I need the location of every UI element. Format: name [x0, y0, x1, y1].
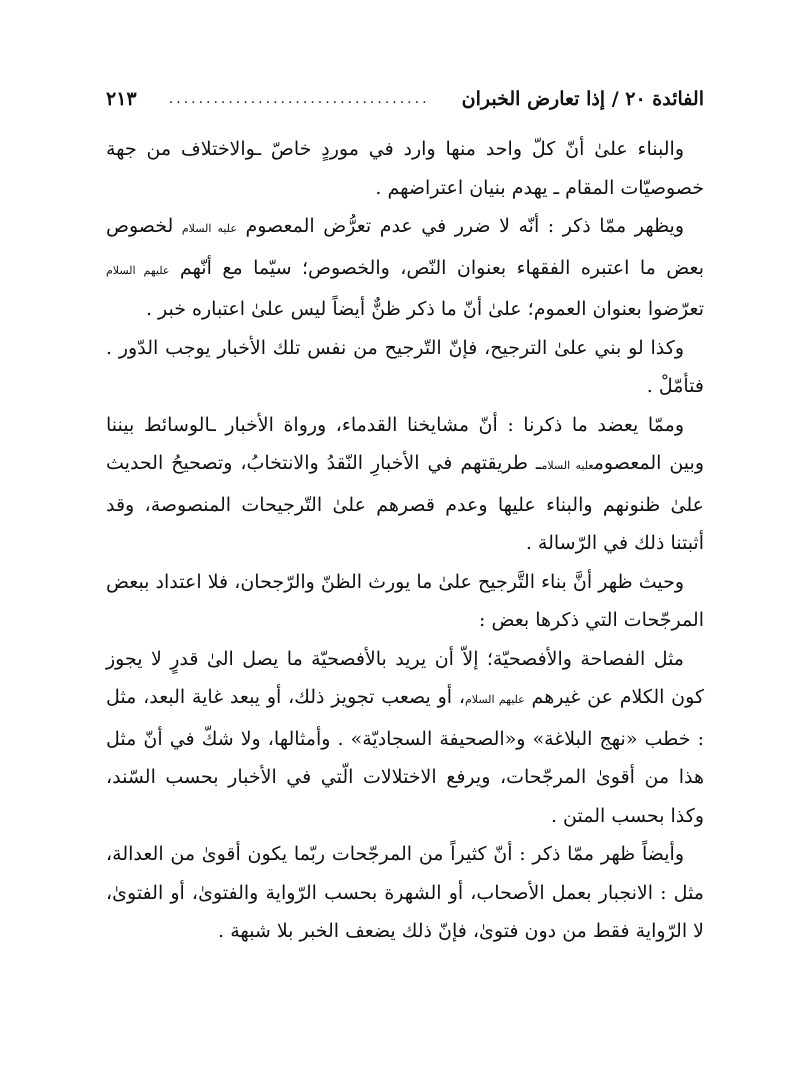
- paragraph-2: ويظهر ممّا ذكر : أنّه لا ضرر في عدم تعرُّض المعصوم عليه السلام لخصوص بعض ما اعتبره الفقهاء بعنوان النّص، والخصوص؛ سيّما مع أنّهم عليهم السلام تعرّضوا بعنوان العموم؛ علىٰ أنّ ما ذكر ظنٌّ أيضاً ليس علىٰ اعتباره خبر .: [106, 215, 704, 320]
- honorific-mark: عليهم السلام: [464, 693, 525, 706]
- honorific-mark: عليهم السلام: [106, 263, 170, 277]
- paragraph-1: والبناء علىٰ أنّ كلّ واحد منها وارد في موردٍ خاصّ ـوالاختلاف من جهة خصوصيّات المقام ـ يهدم بنيان اعتراضهم .: [106, 138, 704, 199]
- paragraph-3: وكذا لو بني علىٰ الترجيح، فإنّ التّرجيح من نفس تلك الأخبار يوجب الدّور . فتأمّلْ .: [106, 336, 704, 397]
- paragraph-7: وأيضاً ظهر ممّا ذكر : أنّ كثيراً من المرجّحات ربّما يكون أقوىٰ من العدالة، مثل : الانجبار بعمل الأصحاب، أو الشهرة بحسب الرّواية والفتوىٰ، أو الفتوىٰ، لا الرّواية فقط من دون فتوىٰ، فإنّ ذلك يضعف الخبر بلا شبهة .: [106, 843, 704, 942]
- paragraph-5: وحيث ظهر أنَّ بناء التَّرجيح علىٰ ما يورث الظنّ والرّجحان، فلا اعتداد ببعض المرجّحات التي ذكرها بعض :: [106, 570, 704, 631]
- page-body: [106, 130, 704, 951]
- honorific-mark: عليه السلام: [181, 222, 237, 235]
- header-title: الفائدة ٢٠ / إذا تعارض الخبران: [461, 88, 704, 110]
- header-leader-dots: ...................................: [168, 91, 430, 107]
- page-number: ٢١٣: [106, 88, 137, 110]
- honorific-mark: عليه السلام: [541, 459, 594, 472]
- book-page: [106, 70, 704, 1060]
- running-header: [106, 84, 704, 114]
- paragraph-6: مثل الفصاحة والأفصحيّة؛ إلاّ أن يريد بالأفصحيّة ما يصل الىٰ قدرٍ لا يجوز كون الكلام عن غيرهم عليهم السلام، أو يصعب تجويز ذلك، أو يبعد غاية البعد، مثل : خطب «نهج البلاغة» و«الصحيفة السجاديّة» . وأمثالها، ولا شكّ في أنّ مثل هذا من أقوىٰ المرجّحات، ويرفع الاختلالات الّتي في الأخبار بحسب السّند، وكذا بحسب المتن .: [106, 647, 704, 827]
- paragraph-4: وممّا يعضد ما ذكرنا : أنّ مشايخنا القدماء، ورواة الأخبار ـالوسائط بيننا وبين المعصومعليه السلامـ طريقتهم في الأخبارِ النّقدُ والانتخابُ، وتصحيحُ الحديث علىٰ ظنونهم والبناء عليها وعدم قصرهم علىٰ التّرجيحات المنصوصة، وقد أثبتنا ذلك في الرّسالة .: [106, 413, 705, 554]
